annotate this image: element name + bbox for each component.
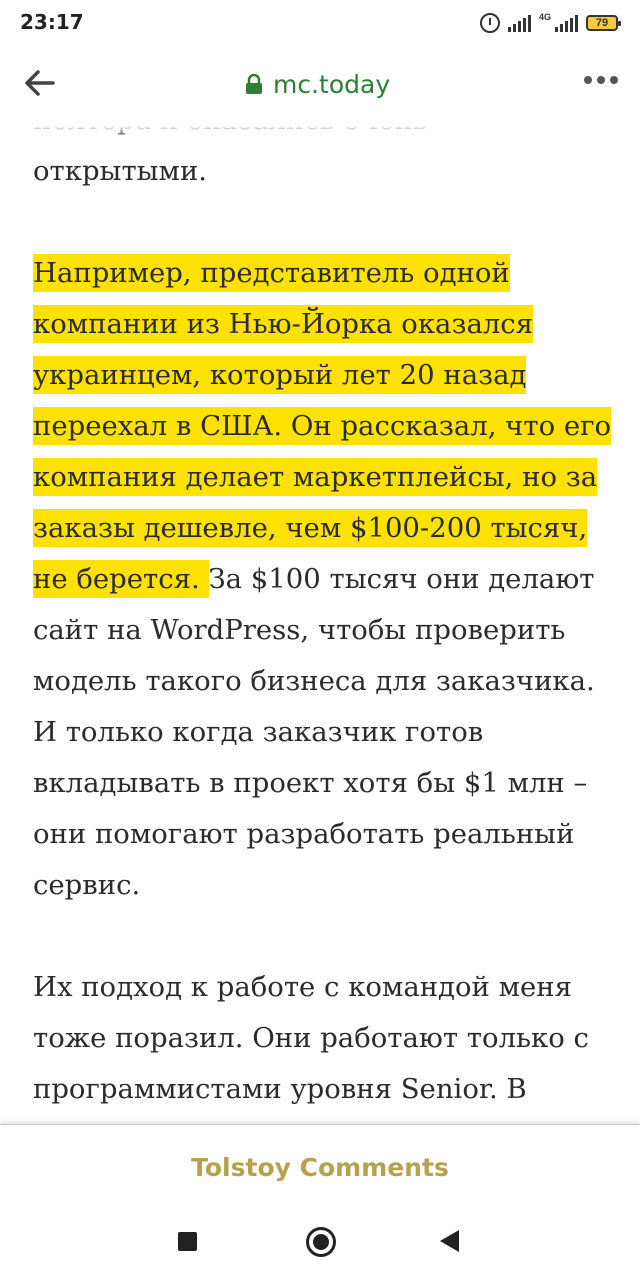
address-bar[interactable] [245, 68, 390, 100]
battery-level: 79 [595, 17, 609, 29]
status-icons [480, 10, 618, 36]
status-time: 23:17 [20, 10, 84, 34]
back-icon[interactable] [440, 1230, 459, 1252]
signal-icon [508, 14, 531, 32]
paragraph-text: Их подход к работе с командой меня тоже поразил. Они работают только с программистами уровня Senior. В [33, 971, 589, 1105]
paragraph-text: За $100 тысяч они делают сайт на WordPress, чтобы проверить модель такого бизнеса для заказчика. И только когда заказчик готов вкладывать в проект хотя бы $1 млн – они помогают разработать реальный сервис. [33, 563, 595, 901]
article-paragraph [33, 248, 618, 911]
back-arrow-icon[interactable] [22, 66, 56, 100]
highlighted-quote[interactable]: Например, представитель одной компании из Нью-Йорка оказался украинцем, который лет 20 назад переехал в США. Он рассказал, что его компания делает маркетплейсы, но за заказы дешевле, чем $100-200 тысяч, не берется. [33, 254, 611, 598]
comments-label: Tolstoy Comments [191, 1152, 449, 1182]
status-bar [0, 0, 640, 46]
home-icon[interactable] [306, 1227, 336, 1257]
more-menu-icon[interactable] [584, 76, 618, 84]
signal-4g-icon [555, 14, 578, 32]
paragraph-ending: открытыми. [33, 155, 208, 187]
url-text: mc.today [273, 69, 391, 99]
alarm-icon [480, 13, 500, 33]
comments-bar[interactable] [0, 1124, 640, 1209]
network-type-label: 4G [538, 12, 551, 22]
toolbar-shadow [0, 126, 640, 138]
navigation-bar [0, 1208, 640, 1280]
battery-icon [586, 15, 618, 31]
browser-toolbar [0, 46, 640, 126]
article-body [33, 95, 618, 1217]
lock-icon [245, 73, 263, 95]
recent-apps-icon[interactable] [178, 1232, 197, 1251]
